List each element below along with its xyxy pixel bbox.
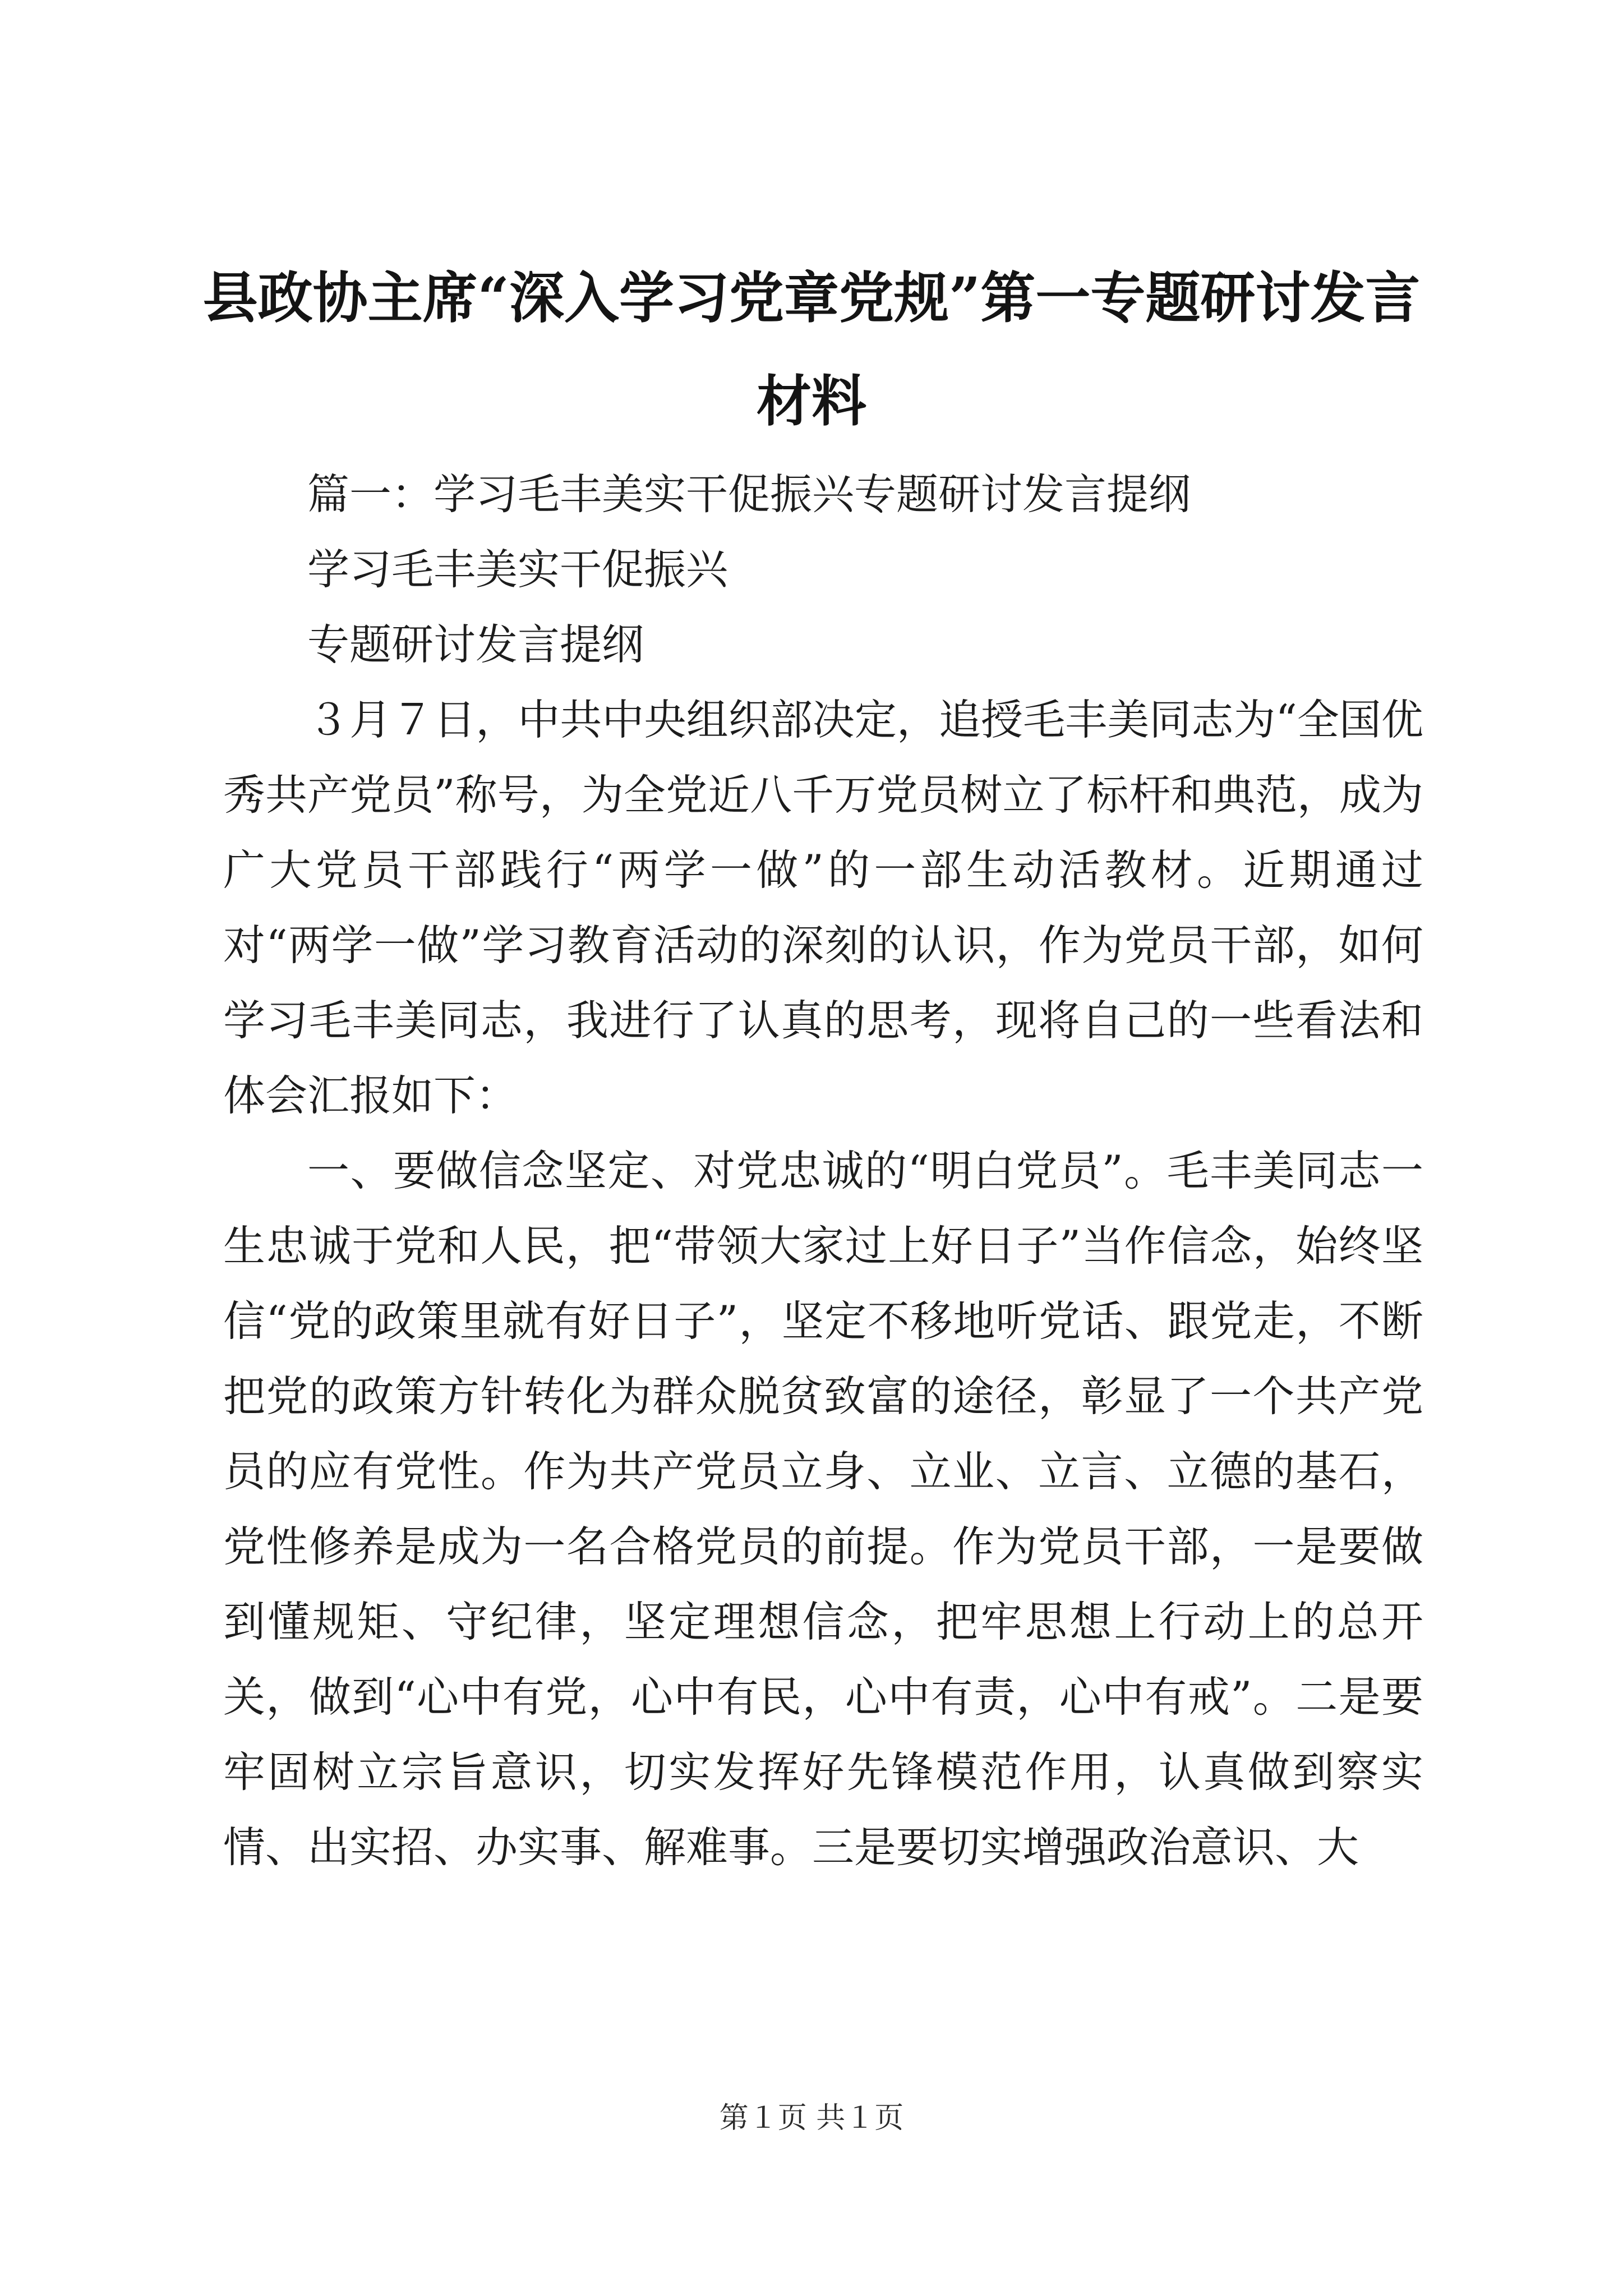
subtitle-line-1: 学习毛丰美实干促振兴 <box>307 545 728 594</box>
page-footer: 第１页 共１页 <box>719 2101 904 2135</box>
body-paragraph: 一、要做信念坚定、对党忠诚的“明白党员”。毛丰美同志一生忠诚于党和人民，把“带领大家过上好日子”当作信念，始终坚信“党的政策里就有好日子”，坚定不移地听党话、跟党走，不断把党的政策方针转化为群众脱贫致富的途径，彰显了一个共产党员的应有党性。作为共产党员立身、立业、立言、立德的基石，党性修养是成为一名合格党员的前提。作为党员干部，一是要做到懂规矩、守纪律，坚定理想信念，把牢思想上行动上的总开关，做到“心中有党，心中有民，心中有责，心中有戒”。二是要牢固树立宗旨意识，切实发挥好先锋模范作用，认真做到察实情、出实招、办实事、解难事。三是要切实增强政治意识、大 <box>223 1146 1423 1872</box>
document-title: 县政协主席“深入学习党章党规”第一专题研讨发言材料 <box>202 266 1421 434</box>
body-paragraph: ３月７日，中共中央组织部决定，追授毛丰美同志为“全国优秀共产党员”称号，为全党近八千万党员树立了标杆和典范，成为广大党员干部践行“两学一做”的一部生动活教材。近期通过对“两学一做”学习教育活动的深刻的认识，作为党员干部，如何学习毛丰美同志，我进行了认真的思考，现将自己的一些看法和体会汇报如下： <box>223 695 1423 1120</box>
section-heading: 篇一：学习毛丰美实干促振兴专题研讨发言提纲 <box>307 470 1191 519</box>
document-body <box>223 457 1423 1885</box>
subtitle-line-2: 专题研讨发言提纲 <box>307 620 644 669</box>
